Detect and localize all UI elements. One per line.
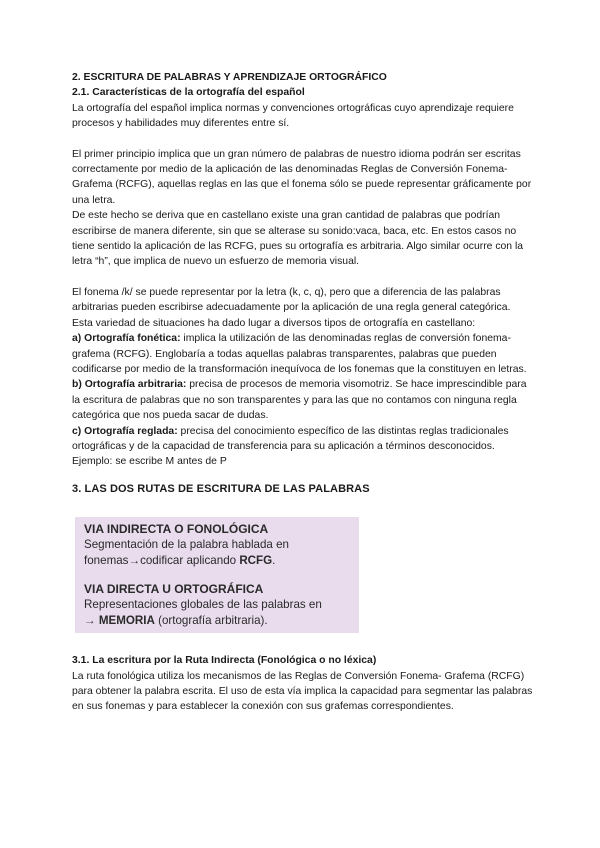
arrow-right-icon: → — [128, 554, 141, 568]
item-label: a) Ortografía fonética: — [72, 333, 181, 345]
text-fonemas: fonemas — [84, 554, 129, 568]
text-ortografia: (ortografía arbitraria). — [154, 614, 268, 628]
spacer — [72, 270, 534, 285]
list-item-ruled — [72, 424, 534, 470]
paragraph-intro: La ortografía del español implica normas y convenciones ortográficas cuyo aprendizaje requiere procesos y habilidades muy diferentes entre sí. — [72, 102, 514, 130]
item-text: implica la utilización de las denominadas reglas de conversión fonema-grafema (RCFG). Englobaría a todas aquellas palabras transparentes, palabras que pueden codificarse por medio de la transformación inequívoca de los fonemas que la constituyen en letras. — [72, 333, 527, 375]
item-text: precisa del conocimiento específico de las distintas reglas tradicionales ortográficas y de la capacidad de transferencia para su aplicación a términos desconocidos. Ejemplo: se escribe M antes de P — [72, 425, 509, 468]
direct-route-title: VIA DIRECTA U ORTOGRÁFICA — [84, 582, 264, 597]
section-3-title: 3. LAS DOS RUTAS DE ESCRITURA DE LAS PALABRAS — [72, 482, 370, 495]
indirect-route-line2 — [84, 553, 359, 569]
document-page — [72, 70, 534, 715]
direct-route-line2 — [84, 613, 359, 629]
paragraph-first-principle: El primer principio implica que un gran número de palabras de nuestro idioma podrán ser escritas correctamente por medio de la aplicación de las denominadas Reglas de Conversión Fonema-Grafema (RCFG), aquellas reglas en las que el fonema sólo se puede representar gráficamente por una letra. — [72, 148, 532, 206]
list-item-arbitrary — [72, 377, 534, 423]
text-period: . — [272, 554, 276, 568]
paragraph-arbitrary: De este hecho se deriva que en castellano existe una gran cantidad de palabras que podrían escribirse de manera diferente, sin que se alterase su sonido:vaca, baca, etc. En estos casos no tiene sentido la aplicación de las RCFG, pues su ortografía es arbitraria. Algo similar ocurre con la letra “h”, que implica de nuevo un esfuerzo de memoria visual. — [72, 210, 524, 268]
indirect-route-line1: Segmentación de la palabra hablada en — [84, 538, 289, 552]
arrow-right-icon: → — [84, 614, 96, 628]
list-item-phonetic — [72, 331, 534, 377]
paragraph-phoneme-k: El fonema /k/ se puede representar por la letra (k, c, q), pero que a diferencia de las palabras arbitrarias pueden escribirse adecuadamente por la aplicación de una regla general categórica. Esta variedad de situaciones ha dado lugar a diversos tipos de ortografía en castellano: — [72, 286, 511, 329]
section-2-title: 2. ESCRITURA DE PALABRAS Y APRENDIZAJE ORTOGRÁFICO — [72, 72, 387, 83]
paragraph-indirect-route: La ruta fonológica utiliza los mecanismos de las Reglas de Conversión Fonema- Grafema (RCFG) para obtener la palabra escrita. El uso de esta vía implica la capacidad para segmentar las palabras en sus fonemas y para establecer la conexión con sus grafemas correspondientes. — [72, 670, 533, 713]
text-rcfg: RCFG — [239, 554, 273, 568]
section-3-1-title: 3.1. La escritura por la Ruta Indirecta (Fonológica o no léxica) — [72, 655, 377, 667]
spacer — [84, 569, 359, 581]
text-codificar: codificar aplicando — [140, 554, 240, 568]
spacer — [72, 132, 534, 147]
direct-route-line1: Representaciones globales de las palabras en — [84, 598, 322, 612]
text-memoria: MEMORIA — [95, 614, 155, 628]
item-label: c) Ortografía reglada: — [72, 425, 178, 437]
section-2-1-title: 2.1. Características de la ortografía del español — [72, 87, 305, 99]
item-label: b) Ortografía arbitraria: — [72, 379, 187, 391]
routes-box — [75, 517, 359, 633]
item-text: precisa de procesos de memoria visomotriz. Se hace imprescindible para la escritura de palabras que no son transparentes y para las que no contamos con ninguna regla categórica que nos pueda sacar de dudas. — [72, 379, 527, 422]
indirect-route-title: VIA INDIRECTA O FONOLÓGICA — [84, 522, 269, 537]
